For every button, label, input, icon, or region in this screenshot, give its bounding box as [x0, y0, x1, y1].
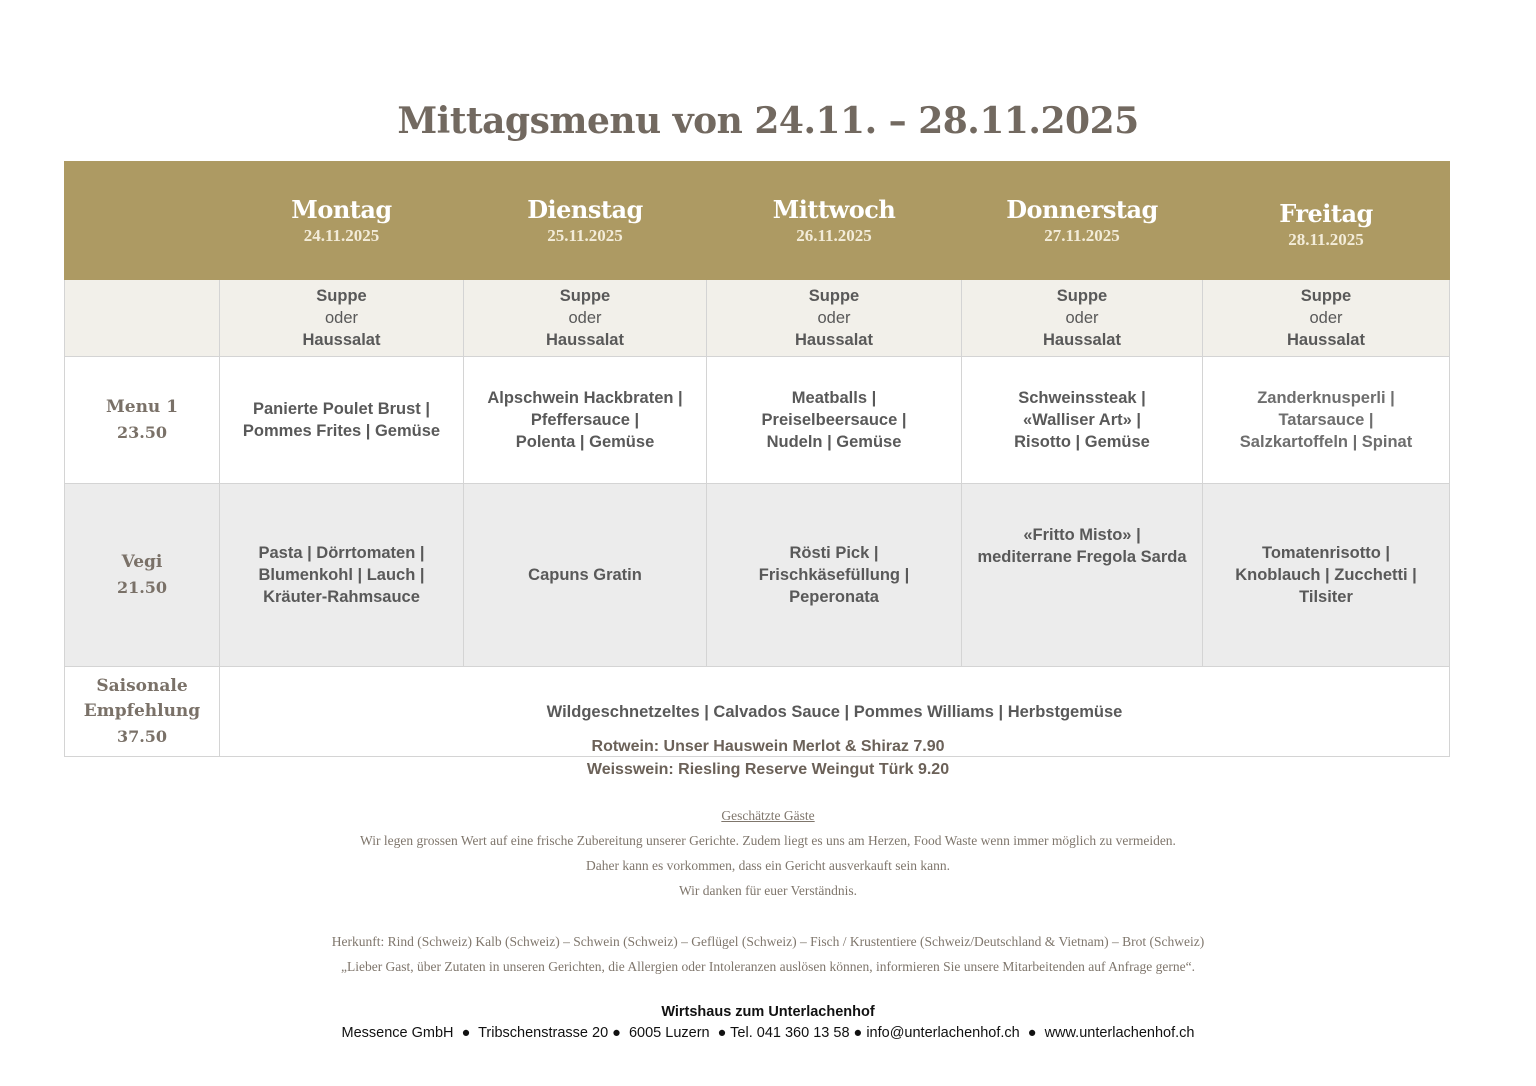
- vegi-dish-freitag: [1203, 484, 1450, 667]
- day-date: 28.11.2025: [1288, 229, 1364, 249]
- menu1-dish-freitag: [1203, 357, 1450, 484]
- starter-soup: Suppe: [316, 287, 367, 305]
- white-wine: Weisswein: Riesling Reserve Weingut Türk 9.20: [586, 761, 950, 778]
- menu1-dish-mittwoch: [707, 357, 962, 484]
- dish-line: Pommes Frites | Gemüse: [242, 422, 441, 440]
- dish-line: mediterrane Fregola Sarda: [977, 548, 1187, 566]
- menu1-label-cell: [65, 357, 220, 484]
- origin-line: Herkunft: Rind (Schweiz) Kalb (Schweiz) – Schwein (Schweiz) – Geflügel (Schweiz) – Fisch / Krustentiere (Schweiz/Deutschland & Vietnam) – Brot (Schweiz): [331, 934, 1205, 949]
- day-name: Montag: [291, 194, 392, 224]
- starter-salad: Haussalat: [546, 331, 624, 349]
- vegi-row: [65, 484, 1450, 667]
- vegi-dish-dienstag: [464, 484, 707, 667]
- day-name: Dienstag: [527, 194, 643, 224]
- row-label: Saisonale: [96, 676, 188, 696]
- starter-row: [65, 280, 1450, 357]
- starter-salad: Haussalat: [1043, 331, 1121, 349]
- day-header-row: [65, 162, 1450, 280]
- starter-or: oder: [324, 309, 359, 327]
- dish-line: Tomatenrisotto |: [1261, 544, 1391, 562]
- dish-line: «Walliser Art» |: [1022, 411, 1142, 429]
- header-corner: [65, 162, 220, 280]
- allergy-line: „Lieber Gast, über Zutaten in unseren Gerichten, die Allergien oder Intoleranzen auslösen können, informieren Sie unsere Mitarbeitenden auf Anfrage gerne“.: [340, 959, 1196, 974]
- vegi-dish-donnerstag: [962, 484, 1203, 667]
- dish-line: Peperonata: [789, 588, 879, 606]
- dish-line: Risotto | Gemüse: [1014, 433, 1150, 451]
- dish-line: Pasta | Dörrtomaten |: [258, 544, 425, 562]
- dish-line: Salzkartoffeln | Spinat: [1239, 433, 1413, 451]
- starter-or: oder: [1065, 309, 1099, 327]
- row-label: Vegi: [121, 552, 163, 572]
- day-header-dienstag: [464, 162, 707, 280]
- day-date: 26.11.2025: [796, 225, 872, 245]
- dish-line: Alpschwein Hackbraten |: [487, 389, 683, 407]
- starter-soup: Suppe: [808, 287, 860, 305]
- day-date: 25.11.2025: [547, 225, 623, 245]
- dish-line: Tilsiter: [1299, 588, 1353, 606]
- footer: [0, 1002, 1536, 1044]
- starter-cell: [1203, 280, 1450, 357]
- dish-line: Zanderknusperli |: [1257, 389, 1395, 407]
- row-price: 37.50: [116, 727, 168, 746]
- starter-or: oder: [817, 309, 851, 327]
- dish-line: Blumenkohl | Lauch |: [258, 566, 425, 584]
- vegi-dish-mittwoch: [707, 484, 962, 667]
- day-name: Freitag: [1279, 198, 1373, 228]
- red-wine: Rotwein: Unser Hauswein Merlot & Shiraz 7.90: [591, 738, 945, 755]
- menu1-dish-montag: [220, 357, 464, 484]
- dish-line: Knoblauch | Zucchetti |: [1235, 566, 1417, 584]
- notice-heading: Geschätzte Gäste: [721, 808, 815, 823]
- menu-table: [64, 161, 1450, 757]
- day-date: 27.11.2025: [1044, 225, 1120, 245]
- restaurant-name: Wirtshaus zum Unterlachenhof: [661, 1004, 875, 1020]
- starter-salad: Haussalat: [1287, 331, 1365, 349]
- page-title: Mittagsmenu von 24.11. – 28.11.2025: [397, 100, 1139, 142]
- menu1-dish-donnerstag: [962, 357, 1203, 484]
- starter-cell: [962, 280, 1203, 357]
- row-label: Empfehlung: [83, 701, 201, 721]
- starter-or: oder: [1309, 309, 1343, 327]
- row-price: 21.50: [116, 578, 168, 597]
- day-header-donnerstag: [962, 162, 1203, 280]
- day-name: Donnerstag: [1006, 194, 1158, 224]
- wine-section: [0, 735, 1536, 781]
- dish-line: Preiselbeersauce |: [761, 411, 907, 429]
- notice-line: Daher kann es vorkommen, dass ein Gericht ausverkauft sein kann.: [585, 858, 950, 873]
- dish-line: Rösti Pick |: [789, 544, 879, 562]
- vegi-dish-montag: [220, 484, 464, 667]
- menu1-dish-dienstag: [464, 357, 707, 484]
- guest-notice: [0, 803, 1536, 903]
- starter-salad: Haussalat: [795, 331, 873, 349]
- seasonal-dish: Wildgeschnetzeltes | Calvados Sauce | Pommes Williams | Herbstgemüse: [220, 667, 1450, 757]
- notice-line: Wir danken für euer Verständnis.: [678, 883, 858, 898]
- dish-line: Meatballs |: [791, 389, 877, 407]
- dish-line: Capuns Gratin: [528, 566, 642, 584]
- starter-cell: [707, 280, 962, 357]
- menu1-row: [65, 357, 1450, 484]
- day-header-mittwoch: [707, 162, 962, 280]
- dish-line: Kräuter-Rahmsauce: [263, 588, 420, 606]
- dish-line: Pfeffersauce |: [530, 411, 640, 429]
- notice-line: Wir legen grossen Wert auf eine frische Zubereitung unserer Gerichte. Zudem liegt es uns am Herzen, Food Waste wenn immer möglich zu vermeiden.: [360, 833, 1176, 848]
- vegi-label-cell: [65, 484, 220, 667]
- dish-line: Tatarsauce |: [1278, 411, 1374, 429]
- starter-cell: [220, 280, 464, 357]
- day-date: 24.11.2025: [303, 225, 380, 245]
- starter-soup: Suppe: [1056, 287, 1108, 305]
- starter-cell: [464, 280, 707, 357]
- row-price: 23.50: [116, 423, 168, 442]
- dish-line: Nudeln | Gemüse: [766, 433, 902, 451]
- starter-soup: Suppe: [559, 287, 611, 305]
- starter-salad: Haussalat: [302, 331, 381, 349]
- starter-or: oder: [568, 309, 602, 327]
- starter-soup: Suppe: [1300, 287, 1352, 305]
- dish-line: «Fritto Misto» |: [1023, 526, 1141, 544]
- dish-line: Panierte Poulet Brust |: [253, 400, 430, 418]
- day-header-freitag: [1203, 162, 1450, 280]
- day-header-montag: [220, 162, 464, 280]
- origin-section: [0, 929, 1536, 979]
- dish-line: Frischkäsefüllung |: [758, 566, 910, 584]
- dish-line: Schweinssteak |: [1018, 389, 1146, 407]
- starter-label-cell: [65, 280, 220, 357]
- restaurant-address: Messence GmbH ● Tribschenstrasse 20 ● 6005 Luzern ● Tel. 041 360 13 58 ● info@unterlachenhof.ch ● www.unterlachenhof.ch: [341, 1025, 1195, 1041]
- day-name: Mittwoch: [772, 194, 896, 224]
- dish-line: Polenta | Gemüse: [515, 433, 655, 451]
- row-label: Menu 1: [105, 397, 179, 417]
